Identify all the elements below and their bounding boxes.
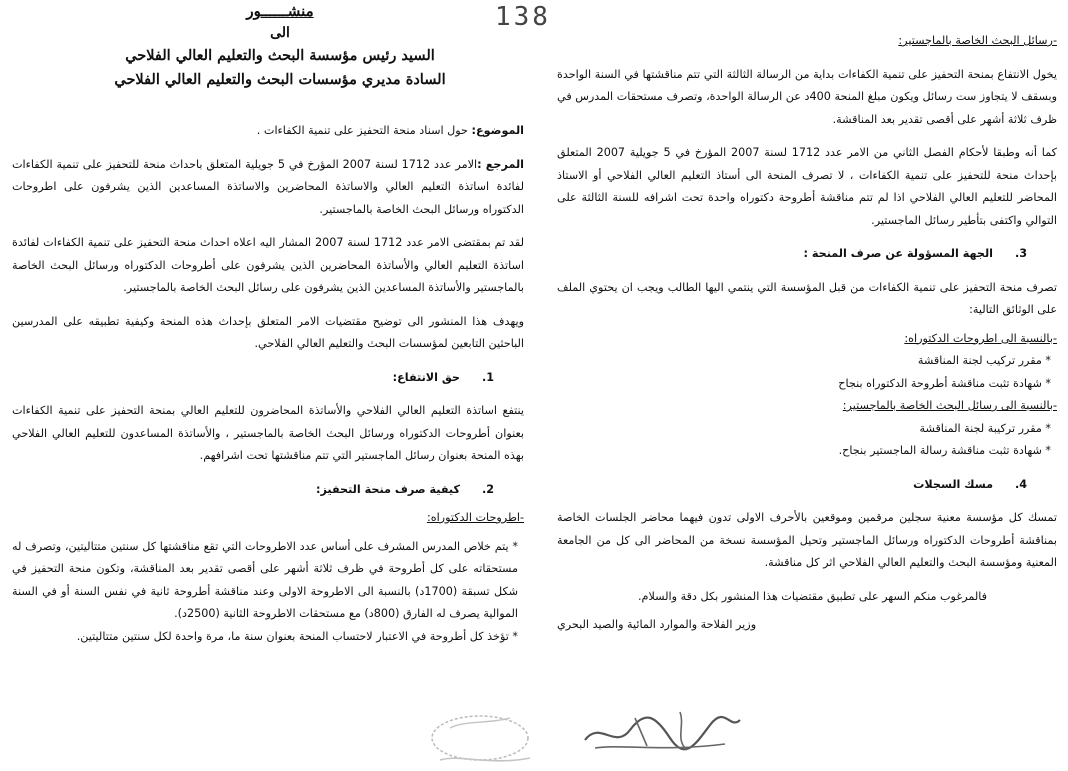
subject-label: الموضوع: [471, 124, 524, 137]
subject-text: حول اسناد منحة التحفيز على تنمية الكفاءات . [256, 124, 468, 137]
section-3-number: 3. [1014, 247, 1027, 260]
reference-paragraph [12, 154, 524, 222]
faded-stamp [340, 710, 540, 770]
circular-header [110, 0, 450, 92]
section-2-title: كيفية صرف منحة التحفيز: [316, 482, 460, 496]
minister-signature [575, 700, 745, 760]
intro-paragraph: لقد تم بمقتضى الامر عدد 1712 لسنة 2007 المشار اليه اعلاه احداث منحة التحفيز على تنمية الكفاءات لفائدة اساتذة التعليم العالي والأساتذة المحاضرين الذين يشرفون على أطروحات الدكتوراه ورسائل البحث الخاصة بالماجستير والأساتذة المساعدين الذين يشرفون على رسائل البحث الخاصة بالماجستير. [12, 236, 524, 294]
master-doc-item-2: * شهادة تثبت مناقشة رسالة الماجستير بنجاح. [838, 444, 1051, 457]
section-heading-3 [557, 243, 1057, 266]
recipient-1: السيد رئيس مؤسسة البحث والتعليم العالي الفلاحي [125, 47, 435, 64]
recipient-2: السادة مديري مؤسسات البحث والتعليم العالي الفلاحي [114, 71, 446, 88]
condition-paragraph: كما أنه وطبقا لأحكام الفصل الثاني من الامر عدد 1712 لسنة 2007 المؤرخ في 5 جويلية 2007 المتعلق بإحداث منحة للتحفيز على تنمية الكفاءات ، لا تصرف المنحة الى أستاذ التعليم العالي الفلاحي أو الاستاذ المحاضر للتعليم العالي الفلاحي اذا لم تتم مناقشة أطروحة دكتوراه واحدة تحت اشرافه للسنة الثالثة على التوالي واكتفى بتأطير رسائل الماجستير. [557, 146, 1057, 227]
purpose-paragraph: ويهدف هذا المنشور الى توضيح مقتضيات الامر المتعلق بإحداث هذه المنحة وكيفية تطبيقه على المدرسين الباحثين التابعين لمؤسسات البحث والتعليم العالي الفلاحي. [12, 314, 524, 350]
section-heading-2 [12, 479, 524, 502]
page-number: 138 [495, 2, 551, 32]
payment-paragraph: تصرف منحة التحفيز على تنمية الكفاءات من قبل المؤسسة التي ينتمي اليها الطالب ويجب ان يحتوي الملف على الوثائق التالية: [557, 280, 1057, 316]
section-4-number: 4. [1014, 477, 1027, 491]
doctorate-bullet-2: * تؤخذ كل أطروحة في الاعتبار لاحتساب المنحة بعنوان سنة ما، مرة واحدة لكل سنتين متتاليتين. [76, 629, 518, 643]
doctorate-doc-item-1: * مقرر تركيب لجنة المناقشة [917, 354, 1051, 367]
master-subheading: -رسائل البحث الخاصة بالماجستير: [898, 34, 1057, 47]
section-2-number: 2. [481, 482, 494, 496]
master-doc-item-1: * مقرر تركيبة لجنة المناقشة [919, 421, 1051, 435]
doctorate-subheading: -اطروحات الدكتوراه: [426, 511, 524, 524]
section-1-title: حق الانتفاع: [392, 370, 460, 384]
right-column [557, 30, 1057, 637]
section-4-title: مسك السجلات [913, 477, 993, 491]
to-label: الى [270, 25, 290, 41]
doctorate-doc-item-2: * شهادة تثبت مناقشة أطروحة الدكتوراه بنجاح [838, 376, 1051, 390]
closing-line: فالمرغوب منكم السهر على تطبيق مقتضيات هذا المنشور بكل دقة والسلام. [637, 589, 987, 603]
section-heading-1 [12, 367, 524, 390]
section-1-number: 1. [481, 370, 494, 384]
signatory-title: وزير الفلاحة والموارد المائية والصيد البحري [557, 618, 757, 631]
eligibility-paragraph: ينتفع اساتذة التعليم العالي الفلاحي والأساتذة المحاضرون للتعليم العالي بمنحة التحفيز على تنمية الكفاءات بعنوان أطروحات الدكتوراه ورسائل البحث الخاصة بالماجستير ، والأساتذة المساعدون للتعليم العالي الفلاحي بهذه المنحة بعنوان رسائل الماجستير التي تتم مناقشتها تحت اشرافهم. [12, 404, 524, 462]
doctorate-docs-label: -بالنسبة الى اطروحات الدكتوراه: [904, 331, 1057, 345]
master-paragraph: يخول الانتفاع بمنحة التحفيز على تنمية الكفاءات بداية من الرسالة الثالثة التي تتم مناقشتها في السنة الواحدة وبسقف لا يتجاوز ست رسائل ويكون مبلغ المنحة 400د عن الرسالة الواحدة، وتصرف مستحقات المدرس في ظرف ثلاثة أشهر على أقصى تقدير بعد المناقشة. [557, 67, 1058, 126]
records-paragraph: تمسك كل مؤسسة معنية سجلين مرقمين وموقعين بالأحرف الاولى تدون فيهما محاضر الجلسات الخاصة بمناقشة أطروحات الدكتوراه ورسائل الماجستير وتحيل المؤسسة نسخة من المحاضر الى كل من الجامعة المعنية ومؤسسة البحث والتعليم العالي الفلاحي اثر كل مناقشة. [557, 511, 1057, 569]
reference-label: المرجع : [477, 157, 524, 171]
subject-line [12, 120, 524, 143]
circular-title: منشــــــور [246, 2, 314, 20]
doctorate-bullet-1: * يتم خلاص المدرس المشرف على أساس عدد الاطروحات التي تقع مناقشتها كل سنتين متتاليتين، وتصرف له مستحقاته على كل أطروحة في ظرف ثلاثة أشهر على أقصى تقدير بعد المناقشة، وتكون منحة التحفيز في شكل تسبقة (1700د) بالنسبة الى الاطروحة الاولى وعند مناقشة أطروحة ثانية في نفس السنة أو في السنة الموالية يصرف له الفارق (800د) مع مستحقات الاطروحة الثانية (2500د). [12, 539, 518, 620]
section-3-title: الجهة المسؤولة عن صرف المنحة : [803, 247, 993, 260]
reference-text: الامر عدد 1712 لسنة 2007 المؤرخ في 5 جويلية المتعلق باحداث منحة للتحفيز على تنمية الكفاءات لفائدة اساتذة التعليم العالي والاساتذة المحاضرين والاساتذة المساعدين الذين يشرفون على اطروحات الدكتوراه ورسائل البحث الخاصة بالماجستير. [12, 157, 524, 216]
left-column [12, 120, 524, 648]
master-docs-label: -بالنسبة الى رسائل البحث الخاصة بالماجستير: [842, 399, 1057, 412]
section-heading-4 [557, 474, 1057, 497]
